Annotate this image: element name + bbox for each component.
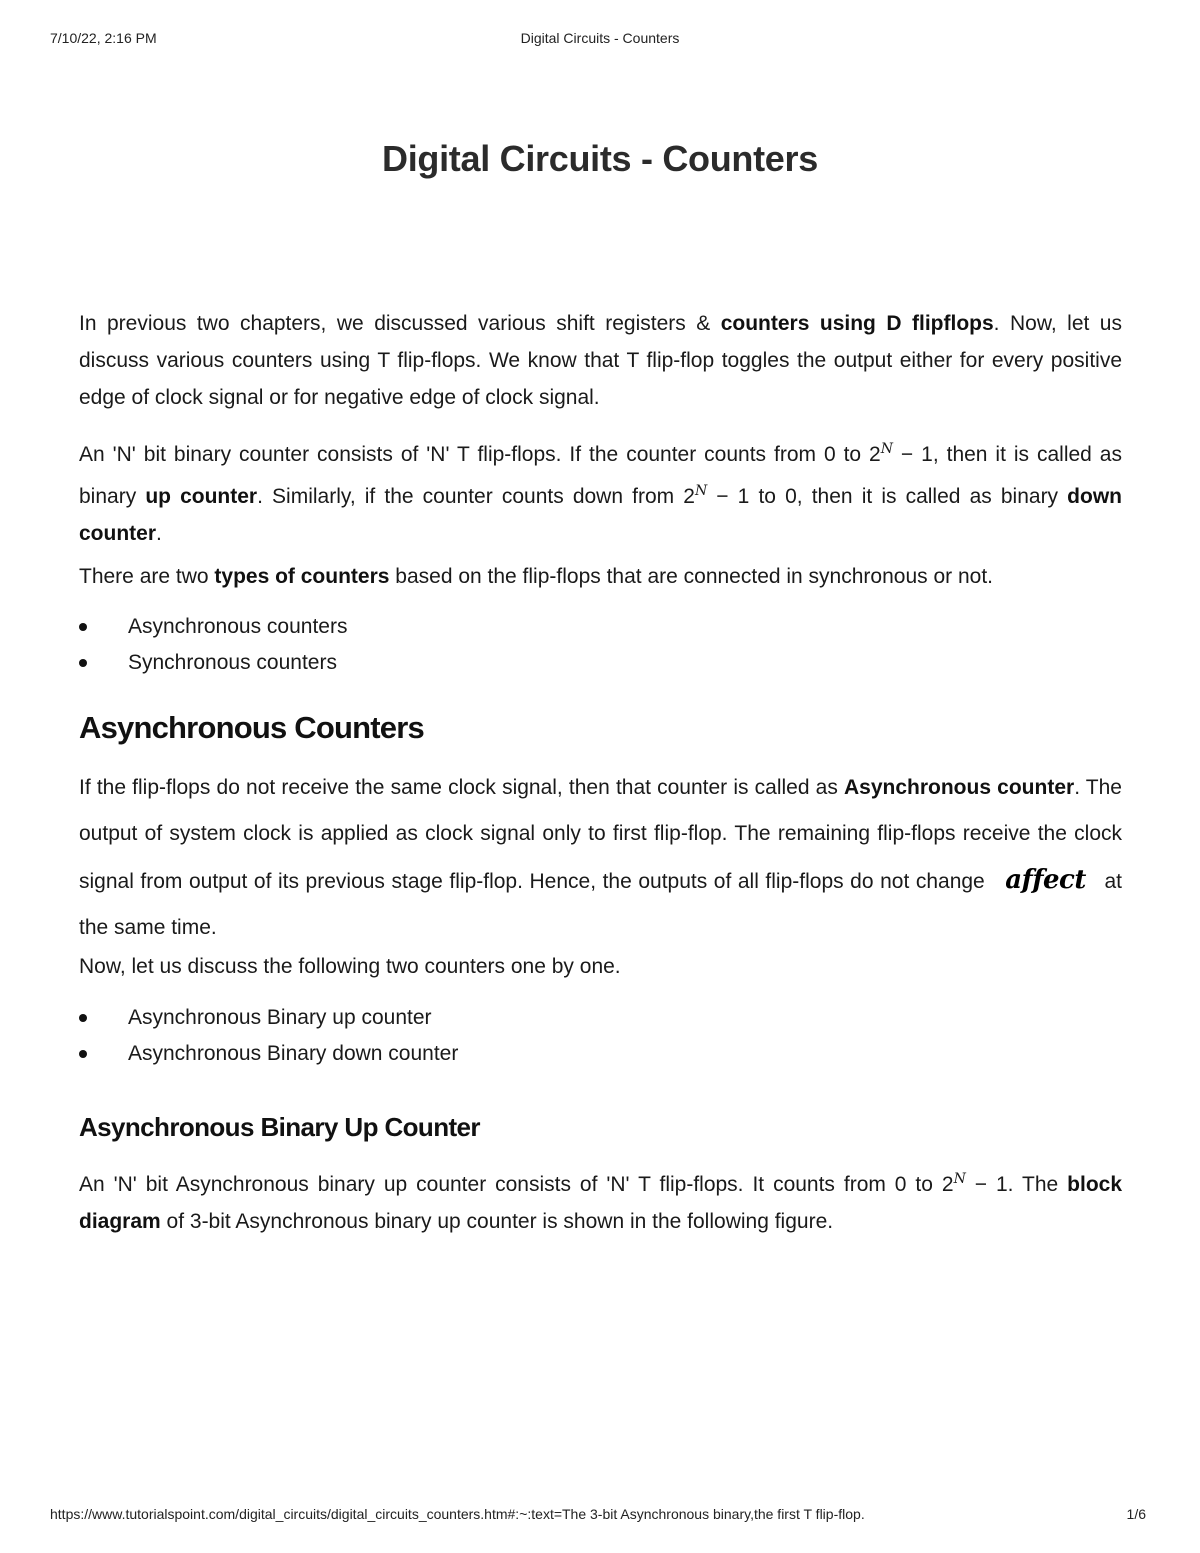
counter-types-list [79, 609, 347, 681]
page-title: Digital Circuits - Counters [382, 138, 818, 179]
list-item: Asynchronous counters [79, 609, 347, 645]
bold-term: block diagram [79, 1173, 1123, 1233]
bold-term: types of counters [214, 565, 390, 588]
exponent-n: N [880, 441, 893, 457]
list-item: Synchronous counters [79, 645, 347, 681]
bold-term: down counter [79, 485, 1122, 545]
async-counters-list [79, 1000, 458, 1072]
bold-term: Asynchronous counter [844, 776, 1075, 799]
exponent-n: N [953, 1171, 966, 1187]
math-affect-word: affect [1005, 865, 1086, 895]
list-item: Asynchronous Binary up counter [79, 1000, 458, 1036]
exponent-n: N [694, 483, 708, 499]
section-heading-async: Asynchronous Counters [79, 710, 424, 745]
discuss-paragraph: Now, let us discuss the following two counters one by one. [79, 955, 621, 978]
section-heading-up-counter: Asynchronous Binary Up Counter [79, 1112, 480, 1142]
print-header-datetime: 7/10/22, 2:16 PM [50, 30, 157, 46]
list-item: Asynchronous Binary down counter [79, 1036, 458, 1072]
up-counter-paragraph: An 'N' bit Asynchronous binary up counter consists of 'N' T flip-flops. It counts from 0 to $2^N - 1$. The block diagram of 3-bit Asynchronous binary up counter is shown in the following figure. [79, 1171, 1123, 1233]
counter-types-paragraph: There are two types of counters based on the flip-flops that are connected in synchronous or not. [79, 565, 993, 588]
bold-term: up counter [145, 485, 258, 508]
print-footer-page-number: 1/6 [1126, 1506, 1146, 1522]
intro-paragraph: In previous two chapters, we discussed various shift registers & counters using D flipflops. Now, let us discuss various counters using T flip-flops. We know that T flip-flop toggles the output either for every positive edge of clock signal or for negative edge of clock signal. [79, 312, 1122, 409]
print-footer-url: https://www.tutorialspoint.com/digital_circuits/digital_circuits_counters.htm#:~:text=The 3-bit Asynchronous binary,the first T flip-flop. [50, 1506, 865, 1522]
bold-term: counters using D flipflops [720, 312, 994, 335]
async-paragraph: If the flip-flops do not receive the same clock signal, then that counter is called as Asynchronous counter. The output of system clock is applied as clock signal only to first flip-flop. The remaining flip-flops receive the clock signal from output of its previous stage flip-flop. Hence, the outputs of all flip-flops do not change affect at the same time. [79, 776, 1122, 939]
binary-counter-paragraph: An 'N' bit binary counter consists of 'N' T flip-flops. If the counter counts from 0 to $2^N - 1$, then it is called as binary up counter. Similarly, if the counter counts down from $2^N - 1$ to 0, then it is called as binary down counter. [79, 441, 1122, 545]
print-header-title: Digital Circuits - Counters [520, 30, 680, 46]
